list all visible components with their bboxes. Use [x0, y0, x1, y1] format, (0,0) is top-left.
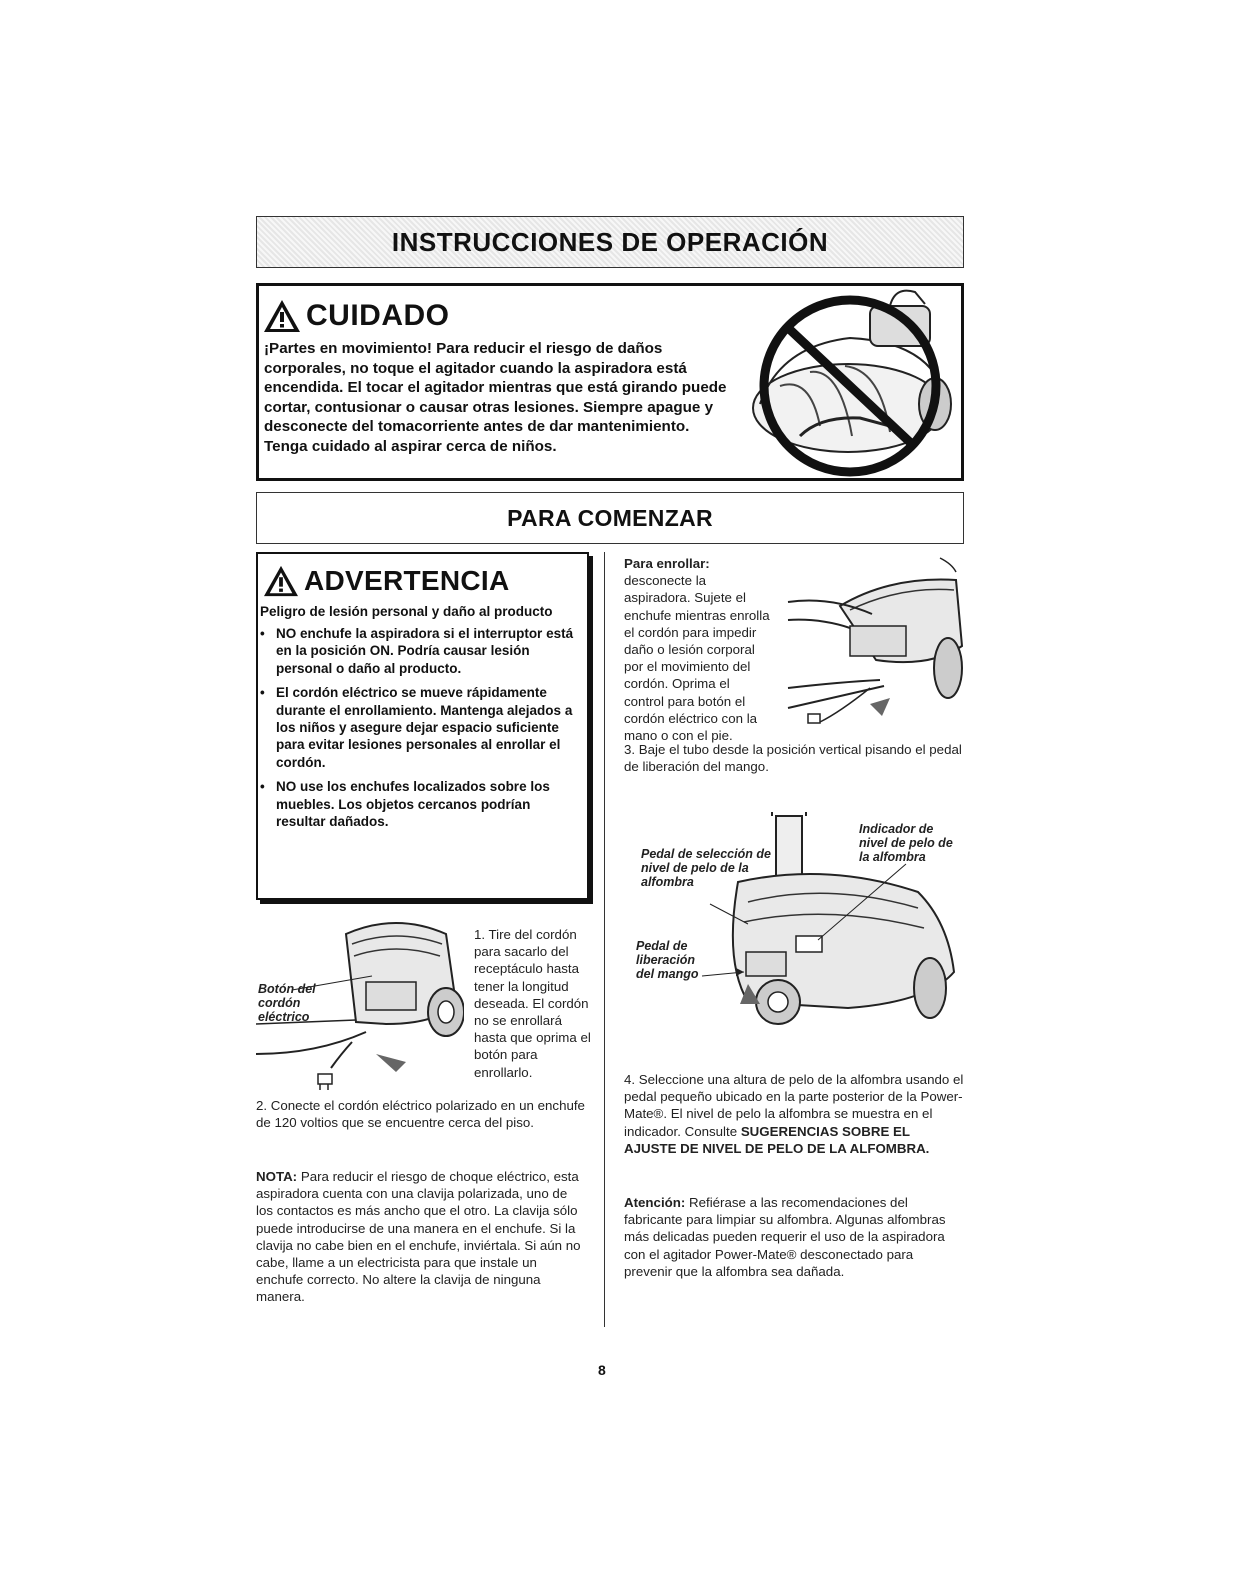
step-4-text: 4. Seleccione una altura de pelo de la alfombra usando el pedal pequeño ubicado en la parte posterior de la Power-Mate®. El nivel de pelo la alfombra se muestra en el indicador. Consulte [624, 1072, 964, 1139]
column-divider [604, 552, 605, 1327]
note-paragraph [256, 1168, 586, 1306]
page-title: INSTRUCCIONES DE OPERACIÓN [391, 226, 829, 257]
warning-item: • NO use los enchufes localizados sobre los muebles. Los objetos cercanos podrían resultar dañados. [258, 778, 578, 830]
caution-text: ¡Partes en movimiento! Para reducir el riesgo de daños corporales, no toque el agitador cuando la aspiradora está encendida. El tocar el agitador mientras que está girando puede cortar, contusionar o causar otras lesiones. Siempre apague y desconecte del tomacorriente antes de dar mantenimiento. Tenga cuidado al aspirar cerca de niños. [264, 340, 727, 455]
rewind-cord-illustration [780, 556, 964, 728]
pile-indicator-label: Indicador de nivel de pelo de la alfombra [859, 822, 953, 864]
note-label: NOTA: [256, 1169, 298, 1184]
agitator-prohibition-illustration [740, 286, 960, 478]
caution-heading [262, 298, 450, 334]
warning-heading [262, 564, 510, 598]
rewind-paragraph [624, 555, 772, 744]
rewind-text: desconecte la aspiradora. Sujete el enchufe mientras enrolla el cordón para impedir daño o lesión corporal por el movimiento del cordón. Oprima el control para botón el cordón eléctrico con la mano o con el pie. [624, 573, 770, 744]
step-3: 3. Baje el tubo desde la posición vertical pisando el pedal de liberación del mango. [624, 742, 962, 775]
warning-list [258, 625, 578, 837]
handle-release-label: Pedal de liberación del mango [636, 939, 699, 981]
warning-triangle-icon [262, 564, 300, 598]
note-text: Para reducir el riesgo de choque eléctrico, esta aspiradora cuenta con una clavija polarizada, uno de los contactos es más ancho que el otro. La clavija sólo puede introducirse de una manera en el enchufe. Si la clavija no cabe bien en el enchufe, inviértala. Si aún no cabe, llame a un electricista para que instale un enchufe correcto. No altere la clavija de ninguna manera. [256, 1169, 581, 1305]
section-header [256, 216, 964, 268]
attention-label: Atención: [624, 1195, 686, 1210]
attention-text: Refiérase a las recomendaciones del fabricante para limpiar su alfombra. Algunas alfombras más delicadas pueden requerir el uso de la aspiradora con el agitador Power-Mate® desconectado para prevenir que la alfombra sea dañada. [624, 1195, 946, 1279]
attention-paragraph [624, 1194, 964, 1280]
pile-pedal-label: Pedal de selección de nivel de pelo de la alfombra [641, 847, 771, 889]
step-1: 1. Tire del cordón para sacarlo del receptáculo hasta tener la longitud deseada. El cordón no se enrollará hasta que oprima el botón para enrollarlo. [474, 927, 591, 1080]
section-title: PARA COMENZAR [507, 504, 713, 531]
warning-title: ADVERTENCIA [304, 565, 510, 596]
warning-subtitle: Peligro de lesión personal y daño al producto [260, 604, 553, 619]
cord-button-label: Botón del cordón eléctrico [258, 982, 316, 1024]
section-heading-box [256, 492, 964, 544]
warning-item: • El cordón eléctrico se mueve rápidamente durante el enrollamiento. Mantenga alejados a los niños y asegure dejar espacio suficiente para evitar lesiones personales al enrollar el cordón. [258, 684, 578, 771]
page-number: 8 [598, 1362, 606, 1378]
rewind-label: Para enrollar: [624, 556, 710, 571]
warning-triangle-icon [262, 298, 302, 334]
step-4-reference: SUGERENCIAS SOBRE EL AJUSTE DE NIVEL DE PELO DE LA ALFOMBRA. [624, 1123, 930, 1156]
step-2: 2. Conecte el cordón eléctrico polarizado en un enchufe de 120 voltios que se encuentre cerca del piso. [256, 1098, 585, 1131]
caution-title: CUIDADO [306, 299, 450, 332]
step-4 [624, 1071, 964, 1157]
warning-item: • NO enchufe la aspiradora si el interruptor está en la posición ON. Podría causar lesión personal o daño al producto. [258, 625, 578, 677]
